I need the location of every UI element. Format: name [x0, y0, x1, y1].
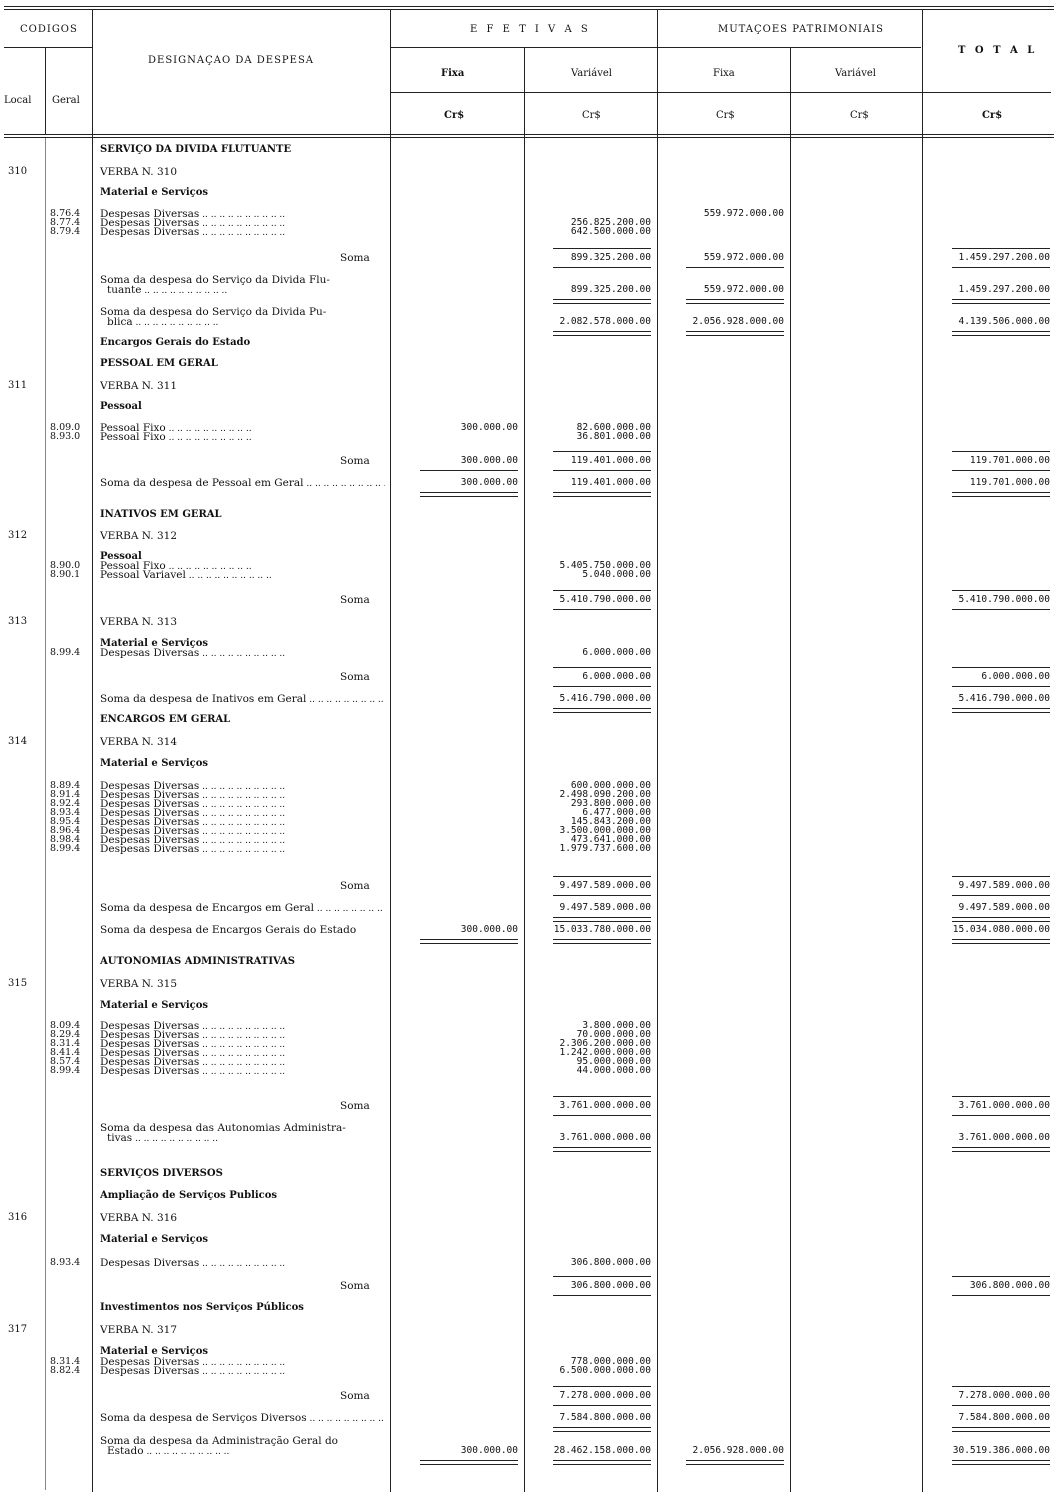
header-rule-groups [391, 47, 921, 48]
rule-above-soma-evar [553, 451, 651, 452]
row-description: Soma da despesa das Autonomias Administra- [100, 1122, 346, 1134]
amount-evar: 36.801.000.00 [576, 431, 651, 442]
row-code-local: 311 [8, 380, 28, 391]
header-mutacoes-variavel: Variável [835, 68, 876, 79]
subtotal-rule-evar [553, 686, 651, 687]
row-code-geral: 8.92.4 [50, 798, 81, 809]
row-soma-label: Soma [340, 880, 370, 892]
amount-evar: 293.800.000.00 [570, 798, 651, 809]
amount-evar: 119.401.000.00 [570, 455, 651, 466]
amount-evar: 2.082.578.000.00 [559, 316, 651, 327]
rule-above-soma-total [952, 590, 1050, 591]
amount-total: 9.497.589.000.00 [958, 880, 1050, 891]
subtotal-rule-evar [553, 331, 651, 336]
amount-total: 15.034.080.000.00 [952, 924, 1050, 935]
row-description: Pessoal Variavel .. .. [100, 569, 385, 582]
row-description: Material e Serviços [100, 758, 209, 769]
subtotal-rule-total [952, 1405, 1050, 1406]
amount-total: 306.800.000.00 [969, 1280, 1050, 1291]
row-code-geral: 8.99.4 [50, 1065, 81, 1076]
row-code-geral: 8.99.4 [50, 843, 81, 854]
amount-evar: 3.761.000.000.00 [559, 1132, 651, 1143]
row-description: Despesas Diversas .. .. [100, 1047, 385, 1060]
amount-total: 119.701.000.00 [969, 477, 1050, 488]
amount-total: 1.459.297.200.00 [958, 252, 1050, 263]
col-rule-evar [657, 10, 658, 1492]
amount-total: 3.761.000.000.00 [958, 1100, 1050, 1111]
subtotal-rule-mfix [686, 299, 784, 304]
subtotal-rule-efix [420, 470, 518, 471]
row-code-geral: 8.89.4 [50, 780, 81, 791]
row-description: VERBA N. 315 [100, 978, 178, 990]
row-code-local: 310 [8, 166, 28, 177]
subtotal-rule-mfix [686, 267, 784, 268]
row-description: Despesas Diversas .. .. [100, 647, 385, 660]
row-description: Material e Serviços [100, 1346, 209, 1357]
leader-dots [306, 695, 385, 705]
row-description: blica .. .. [107, 316, 385, 329]
subtotal-rule-total [952, 708, 1050, 713]
amount-evar: 899.325.200.00 [570, 252, 651, 263]
row-description: Despesas Diversas .. .. [100, 1029, 385, 1042]
header-codigos: CODIGOS [20, 24, 78, 35]
row-code-geral: 8.90.1 [50, 569, 81, 580]
subtotal-rule-total [952, 492, 1050, 497]
row-description: SERVIÇO DA DIVIDA FLUTUANTE [100, 144, 292, 155]
col-rule-designacao [390, 10, 391, 1492]
amount-evar: 95.000.000.00 [576, 1056, 651, 1067]
subtotal-rule-evar [553, 939, 651, 944]
row-description: PESSOAL EM GERAL [100, 358, 218, 369]
amount-evar: 3.800.000.00 [582, 1020, 651, 1031]
amount-evar: 778.000.000.00 [570, 1356, 651, 1367]
col-rule-local-header [45, 47, 46, 134]
row-code-geral: 8.93.0 [50, 431, 81, 442]
rule-above-soma-total [952, 1276, 1050, 1277]
row-code-geral: 8.93.4 [50, 1257, 81, 1268]
amount-total: 3.761.000.000.00 [958, 1132, 1050, 1143]
row-description: Material e Serviços [100, 187, 209, 198]
header-efetivas: E F E T I V A S [470, 24, 591, 35]
rule-above-soma-total [952, 248, 1050, 249]
amount-total: 6.000.000.00 [981, 671, 1050, 682]
amount-evar: 6.500.000.000.00 [559, 1365, 651, 1376]
row-description: Material e Serviços [100, 1234, 209, 1245]
subtotal-rule-evar [553, 895, 651, 896]
amount-evar: 9.497.589.000.00 [559, 902, 651, 913]
rule-above-soma-total [952, 451, 1050, 452]
amount-evar: 5.416.790.000.00 [559, 693, 651, 704]
amount-efix: 300.000.00 [460, 477, 518, 488]
row-code-geral: 8.41.4 [50, 1047, 81, 1058]
row-code-geral: 8.76.4 [50, 208, 81, 219]
leader-dots [141, 286, 227, 296]
amount-total: 5.410.790.000.00 [958, 594, 1050, 605]
amount-mfix: 2.056.928.000.00 [692, 1445, 784, 1456]
row-soma-label: Soma [340, 455, 370, 467]
amount-efix: 300.000.00 [460, 924, 518, 935]
amount-evar: 82.600.000.00 [576, 422, 651, 433]
rule-above-soma-total [952, 1386, 1050, 1387]
amount-evar: 28.462.158.000.00 [553, 1445, 651, 1456]
subtotal-rule-efix [420, 492, 518, 497]
header-geral: Geral [52, 95, 80, 106]
amount-total: 9.497.589.000.00 [958, 902, 1050, 913]
header-mutacoes-fixa: Fixa [713, 68, 735, 79]
row-description: Despesas Diversas .. .. [100, 217, 385, 230]
row-code-local: 312 [8, 530, 28, 541]
leader-dots [199, 1067, 285, 1077]
row-description: VERBA N. 314 [100, 736, 178, 748]
row-description: Despesas Diversas .. .. [100, 807, 385, 820]
amount-evar: 70.000.000.00 [576, 1029, 651, 1040]
row-description: VERBA N. 316 [100, 1212, 178, 1224]
amount-evar: 3.500.000.000.00 [559, 825, 651, 836]
row-description: Despesas Diversas .. .. [100, 843, 385, 856]
amount-evar: 5.410.790.000.00 [559, 594, 651, 605]
amount-evar: 600.000.000.00 [570, 780, 651, 791]
amount-evar: 2.498.090.200.00 [559, 789, 651, 800]
amount-evar: 1.979.737.600.00 [559, 843, 651, 854]
leader-dots [132, 1134, 218, 1144]
header-designacao: DESIGNAÇAO DA DESPESA [148, 55, 315, 66]
header-local: Local [4, 95, 32, 106]
subtotal-rule-evar [553, 299, 651, 304]
row-description: Despesas Diversas .. .. [100, 816, 385, 829]
amount-mfix: 559.972.000.00 [703, 284, 784, 295]
rule-above-soma-evar [553, 667, 651, 668]
leader-dots [199, 1259, 285, 1269]
row-code-local: 317 [8, 1324, 28, 1335]
row-description: Despesas Diversas .. .. [100, 825, 385, 838]
amount-efix: 300.000.00 [460, 455, 518, 466]
row-code-local: 315 [8, 978, 28, 989]
leader-dots [199, 1367, 285, 1377]
amount-total: 4.139.506.000.00 [958, 316, 1050, 327]
subtotal-rule-efix [420, 939, 518, 944]
subtotal-rule-mfix [686, 331, 784, 336]
row-code-local: 316 [8, 1212, 28, 1223]
row-description: tuante .. .. [107, 284, 385, 297]
row-description: Despesas Diversas .. .. [100, 1038, 385, 1051]
currency-efix: Cr$ [444, 110, 465, 121]
subtotal-rule-evar [553, 1405, 651, 1406]
row-soma-label: Soma [340, 671, 370, 683]
subtotal-rule-total [952, 895, 1050, 896]
amount-evar: 2.306.200.000.00 [559, 1038, 651, 1049]
currency-evar: Cr$ [582, 110, 601, 121]
row-code-geral: 8.99.4 [50, 647, 81, 658]
subtotal-rule-evar [553, 1115, 651, 1116]
col-rule-mfix [790, 48, 791, 1492]
row-description: Soma da despesa de Inativos em Geral .. .. [100, 693, 385, 706]
row-code-geral: 8.82.4 [50, 1365, 81, 1376]
row-description: tivas .. .. [107, 1132, 385, 1145]
top-rule [4, 6, 1054, 7]
subtotal-rule-total [952, 470, 1050, 471]
subtotal-rule-total [952, 939, 1050, 944]
row-code-geral: 8.98.4 [50, 834, 81, 845]
amount-total: 7.278.000.000.00 [958, 1390, 1050, 1401]
row-description: Despesas Diversas .. .. [100, 1257, 385, 1270]
row-code-geral: 8.09.0 [50, 422, 81, 433]
amount-evar: 6.000.000.00 [582, 647, 651, 658]
leader-dots [199, 228, 285, 238]
subtotal-rule-evar [553, 1460, 651, 1465]
row-description: Soma da despesa do Serviço da Divida Pu- [100, 306, 327, 318]
row-code-geral: 8.09.4 [50, 1020, 81, 1031]
row-description: VERBA N. 311 [100, 380, 178, 392]
subtotal-rule-evar [553, 492, 651, 497]
row-code-geral: 8.31.4 [50, 1038, 81, 1049]
amount-evar: 473.641.000.00 [570, 834, 651, 845]
amount-mfix: 559.972.000.00 [703, 252, 784, 263]
currency-mfix: Cr$ [716, 110, 735, 121]
amount-evar: 6.000.000.00 [582, 671, 651, 682]
amount-evar: 5.040.000.00 [582, 569, 651, 580]
leader-dots [199, 649, 285, 659]
subtotal-rule-total [952, 1427, 1050, 1432]
row-description: Pessoal [100, 551, 142, 562]
row-description: SERVIÇOS DIVERSOS [100, 1168, 223, 1179]
row-code-geral: 8.93.4 [50, 807, 81, 818]
header-efetivas-fixa: Fixa [441, 68, 465, 79]
currency-mvar: Cr$ [850, 110, 869, 121]
amount-evar: 44.000.000.00 [576, 1065, 651, 1076]
row-description: Despesas Diversas .. .. [100, 226, 385, 239]
subtotal-rule-evar [553, 267, 651, 268]
header-rule-sub [391, 92, 1051, 93]
subtotal-rule-total [952, 609, 1050, 610]
row-soma-label: Soma [340, 1390, 370, 1402]
rule-above-soma-evar [553, 590, 651, 591]
row-description: Pessoal Fixo .. .. [100, 431, 385, 444]
subtotal-rule-total [952, 1460, 1050, 1465]
subtotal-rule-evar [553, 708, 651, 713]
leader-dots [186, 571, 272, 581]
row-description: Despesas Diversas .. .. [100, 789, 385, 802]
amount-evar: 6.477.000.00 [582, 807, 651, 818]
rule-above-soma-total [952, 1096, 1050, 1097]
row-code-geral: 8.29.4 [50, 1029, 81, 1040]
subtotal-rule-evar [553, 609, 651, 610]
leader-dots [304, 479, 385, 489]
row-code-geral: 8.90.0 [50, 560, 81, 571]
amount-evar: 3.761.000.000.00 [559, 1100, 651, 1111]
subtotal-rule-total [952, 1147, 1050, 1152]
row-code-geral: 8.77.4 [50, 217, 81, 228]
row-code-geral: 8.96.4 [50, 825, 81, 836]
row-description: Soma da despesa de Encargos Gerais do Estado [100, 924, 357, 936]
row-description: AUTONOMIAS ADMINISTRATIVAS [100, 956, 295, 967]
row-description: Despesas Diversas .. .. [100, 1020, 385, 1033]
amount-evar: 145.843.200.00 [570, 816, 651, 827]
rule-above-soma-total [952, 667, 1050, 668]
rule-above-soma-evar [553, 248, 651, 249]
col-rule-local [45, 138, 46, 1490]
row-description: Pessoal [100, 401, 142, 412]
rule-above-soma-evar [553, 1276, 651, 1277]
row-description: Soma da despesa da Administração Geral do [100, 1435, 338, 1447]
row-code-geral: 8.79.4 [50, 226, 81, 237]
amount-efix: 300.000.00 [460, 1445, 518, 1456]
row-description: Soma da despesa de Encargos em Geral .. .. [100, 902, 385, 915]
currency-total: Cr$ [982, 110, 1003, 121]
rule-above-soma-total [952, 876, 1050, 877]
amount-evar: 7.278.000.000.00 [559, 1390, 651, 1401]
row-description: VERBA N. 312 [100, 530, 178, 542]
subtotal-rule-total [952, 1115, 1050, 1116]
amount-evar: 306.800.000.00 [570, 1280, 651, 1291]
amount-mfix: 559.972.000.00 [703, 208, 784, 219]
row-soma-label: Soma [340, 594, 370, 606]
header-bottom-rule-2 [4, 137, 1054, 138]
row-description: Despesas Diversas .. .. [100, 834, 385, 847]
row-description: Despesas Diversas .. .. [100, 1065, 385, 1078]
row-soma-label: Soma [340, 1100, 370, 1112]
row-code-geral: 8.91.4 [50, 789, 81, 800]
header-total: T O T A L [958, 45, 1038, 56]
row-description: Encargos Gerais do Estado [100, 337, 251, 348]
row-description: Despesas Diversas .. .. [100, 1365, 385, 1378]
row-description: Soma da despesa do Serviço da Divida Flu- [100, 274, 330, 286]
rule-above-soma-evar [553, 876, 651, 877]
row-description: INATIVOS EM GERAL [100, 509, 222, 520]
amount-evar: 9.497.589.000.00 [559, 880, 651, 891]
row-description: ENCARGOS EM GERAL [100, 714, 231, 725]
amount-total: 7.584.800.000.00 [958, 1412, 1050, 1423]
row-description: VERBA N. 310 [100, 166, 178, 178]
rule-above-soma-evar [553, 1096, 651, 1097]
row-code-geral: 8.57.4 [50, 1056, 81, 1067]
amount-evar: 306.800.000.00 [570, 1257, 651, 1268]
subtotal-rule-total [952, 299, 1050, 304]
amount-evar: 5.405.750.000.00 [559, 560, 651, 571]
amount-evar: 642.500.000.00 [570, 226, 651, 237]
row-code-local: 314 [8, 736, 28, 747]
header-mutacoes: MUTAÇOES PATRIMONIAIS [718, 24, 884, 35]
leader-dots [166, 433, 252, 443]
row-description: Material e Serviços [100, 638, 209, 649]
amount-evar: 15.033.780.000.00 [553, 924, 651, 935]
row-description: VERBA N. 313 [100, 616, 178, 628]
row-description: Despesas Diversas .. .. [100, 1056, 385, 1069]
subtotal-rule-total [952, 1295, 1050, 1296]
top-rule-2 [4, 9, 1054, 10]
leader-dots [314, 904, 385, 914]
col-rule-mvar [922, 10, 923, 1492]
subtotal-rule-total [952, 686, 1050, 687]
amount-evar: 119.401.000.00 [570, 477, 651, 488]
amount-total: 30.519.386.000.00 [952, 1445, 1050, 1456]
row-description: Investimentos nos Serviços Públicos [100, 1302, 304, 1313]
row-description: Soma da despesa de Serviços Diversos .. .. [100, 1412, 385, 1425]
row-code-local: 313 [8, 616, 28, 627]
amount-total: 5.416.790.000.00 [958, 693, 1050, 704]
row-description: Material e Serviços [100, 1000, 209, 1011]
row-description: Despesas Diversas .. .. [100, 780, 385, 793]
row-description: Estado .. .. [107, 1445, 385, 1458]
amount-evar: 1.242.000.000.00 [559, 1047, 651, 1058]
amount-evar: 899.325.200.00 [570, 284, 651, 295]
row-description: Despesas Diversas .. .. [100, 208, 385, 221]
header-rule-codigos [4, 47, 92, 48]
subtotal-rule-total [952, 267, 1050, 268]
subtotal-rule-evar [553, 1295, 651, 1296]
row-description: Pessoal Fixo .. .. [100, 560, 385, 573]
subtotal-rule-evar [553, 917, 651, 922]
header-efetivas-variavel: Variável [571, 68, 612, 79]
subtotal-rule-evar [553, 470, 651, 471]
subtotal-rule-efix [420, 1460, 518, 1465]
leader-dots [307, 1414, 385, 1424]
rule-above-soma-evar [553, 1386, 651, 1387]
row-description: VERBA N. 317 [100, 1324, 178, 1336]
amount-mfix: 2.056.928.000.00 [692, 316, 784, 327]
amount-total: 1.459.297.200.00 [958, 284, 1050, 295]
subtotal-rule-total [952, 917, 1050, 922]
subtotal-rule-evar [553, 1147, 651, 1152]
row-description: Ampliação de Serviços Publicos [100, 1190, 278, 1201]
header-bottom-rule [4, 134, 1054, 135]
amount-evar: 7.584.800.000.00 [559, 1412, 651, 1423]
leader-dots [144, 1447, 230, 1457]
col-rule-codigos [92, 10, 93, 1492]
row-soma-label: Soma [340, 1280, 370, 1292]
subtotal-rule-evar [553, 1427, 651, 1432]
row-description: Soma da despesa de Pessoal em Geral .. .. [100, 477, 385, 490]
row-code-geral: 8.95.4 [50, 816, 81, 827]
row-description: Despesas Diversas .. .. [100, 798, 385, 811]
row-soma-label: Soma [340, 252, 370, 264]
row-code-geral: 8.31.4 [50, 1356, 81, 1367]
row-description: Despesas Diversas .. .. [100, 1356, 385, 1369]
subtotal-rule-total [952, 331, 1050, 336]
subtotal-rule-mfix [686, 1460, 784, 1465]
leader-dots [133, 318, 219, 328]
amount-efix: 300.000.00 [460, 422, 518, 433]
leader-dots [199, 845, 285, 855]
amount-total: 119.701.000.00 [969, 455, 1050, 466]
row-description: Pessoal Fixo .. .. [100, 422, 385, 435]
col-rule-efix [524, 48, 525, 1492]
amount-evar: 256.825.200.00 [570, 217, 651, 228]
